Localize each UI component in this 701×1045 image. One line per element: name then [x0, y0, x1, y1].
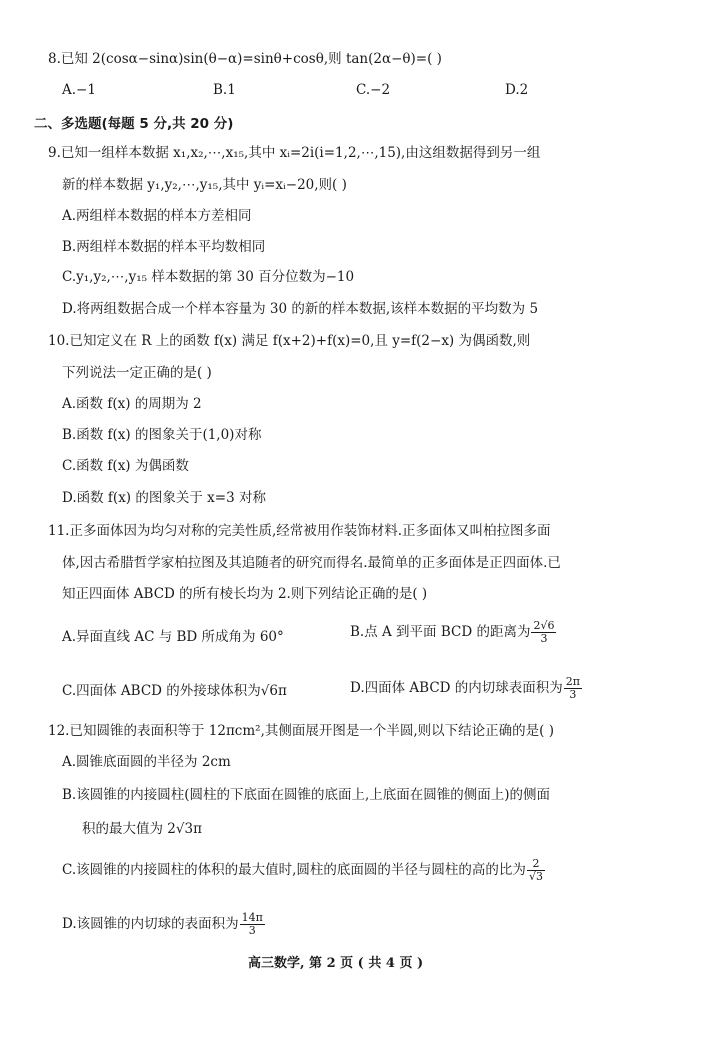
- q10-option-a: A.函数 f(x) 的周期为 2: [62, 396, 202, 412]
- q12-option-d-fraction: [240, 912, 265, 937]
- fraction-denominator: 3: [248, 924, 256, 937]
- q9-option-d: D.将两组数据合成一个样本容量为 30 的新的样本数据,该样本数据的平均数为 5: [62, 301, 539, 317]
- fraction-denominator: √3: [528, 870, 543, 883]
- q12-option-c-text: C.该圆锥的内接圆柱的体积的最大值时,圆柱的底面圆的半径与圆柱的高的比为: [62, 862, 526, 878]
- q11-option-b-text: B.点 A 到平面 BCD 的距离为: [350, 624, 531, 640]
- q8-option-c: C.−2: [356, 82, 391, 98]
- q11-option-c: C.四面体 ABCD 的外接球体积为√6π: [62, 683, 287, 699]
- q12-option-b-line1: B.该圆锥的内接圆柱(圆柱的下底面在圆锥的底面上,上底面在圆锥的侧面上)的侧面: [62, 787, 551, 803]
- q11-stem-line1: 11.正多面体因为均匀对称的完美性质,经常被用作装饰材料.正多面体又叫柏拉图多面: [48, 523, 551, 539]
- q8-stem: 8.已知 2(cosα−sinα)sin(θ−α)=sinθ+cosθ,则 tan(2α−θ)=( ): [48, 51, 442, 67]
- q8-option-b: B.1: [213, 82, 236, 98]
- q9-option-a: A.两组样本数据的样本方差相同: [62, 208, 252, 224]
- q11-option-d-fraction: [564, 676, 582, 701]
- q11-option-d: [350, 676, 583, 701]
- q8-option-a: A.−1: [62, 82, 96, 98]
- q11-option-d-text: D.四面体 ABCD 的内切球表面积为: [350, 680, 563, 696]
- q12-stem-line1: 12.已知圆锥的表面积等于 12πcm²,其侧面展开图是一个半圆,则以下结论正确的是( ): [48, 723, 554, 739]
- q10-stem-line1: 10.已知定义在 R 上的函数 f(x) 满足 f(x+2)+f(x)=0,且 y=f(2−x) 为偶函数,则: [48, 333, 531, 349]
- q12-option-c: [62, 858, 546, 883]
- fraction-numerator: 2√6: [533, 619, 555, 632]
- fraction-numerator: 2π: [565, 675, 581, 688]
- q10-option-d: D.函数 f(x) 的图象关于 x=3 对称: [62, 490, 266, 506]
- q12-option-d-text: D.该圆锥的内切球的表面积为: [62, 916, 239, 932]
- q9-option-c: C.y₁,y₂,⋯,y₁₅ 样本数据的第 30 百分位数为−10: [62, 269, 355, 285]
- q9-stem-line1: 9.已知一组样本数据 x₁,x₂,⋯,x₁₅,其中 xᵢ=2i(i=1,2,⋯,15),由这组数据得到另一组: [48, 145, 541, 161]
- q9-option-b: B.两组样本数据的样本平均数相同: [62, 239, 266, 255]
- q11-stem-line3: 知正四面体 ABCD 的所有棱长均为 2.则下列结论正确的是( ): [62, 586, 428, 602]
- q11-option-b: [350, 620, 557, 645]
- q8-option-d: D.2: [505, 82, 529, 98]
- fraction-numerator: 14π: [241, 911, 263, 924]
- q12-option-a: A.圆锥底面圆的半径为 2cm: [62, 754, 231, 770]
- fraction-denominator: 3: [540, 632, 548, 645]
- q12-option-d: [62, 912, 266, 937]
- section-heading: 二、多选题(每题 5 分,共 20 分): [34, 116, 234, 132]
- q11-option-b-fraction: [531, 620, 556, 645]
- q12-option-c-fraction: [527, 858, 545, 883]
- q12-option-b-line2: 积的最大值为 2√3π: [82, 821, 202, 837]
- fraction-numerator: 2: [527, 858, 545, 871]
- fraction-denominator: 3: [569, 688, 577, 701]
- q10-option-b: B.函数 f(x) 的图象关于(1,0)对称: [62, 427, 262, 443]
- q10-stem-line2: 下列说法一定正确的是( ): [62, 365, 212, 381]
- q9-stem-line2: 新的样本数据 y₁,y₂,⋯,y₁₅,其中 yᵢ=xᵢ−20,则( ): [62, 177, 347, 193]
- q11-option-a: A.异面直线 AC 与 BD 所成角为 60°: [62, 629, 284, 645]
- page-footer: 高三数学, 第 2 页 ( 共 4 页 ): [248, 956, 424, 971]
- q11-stem-line2: 体,因古希腊哲学家柏拉图及其追随者的研究而得名.最简单的正多面体是正四面体.已: [62, 555, 561, 571]
- q10-option-c: C.函数 f(x) 为偶函数: [62, 458, 189, 474]
